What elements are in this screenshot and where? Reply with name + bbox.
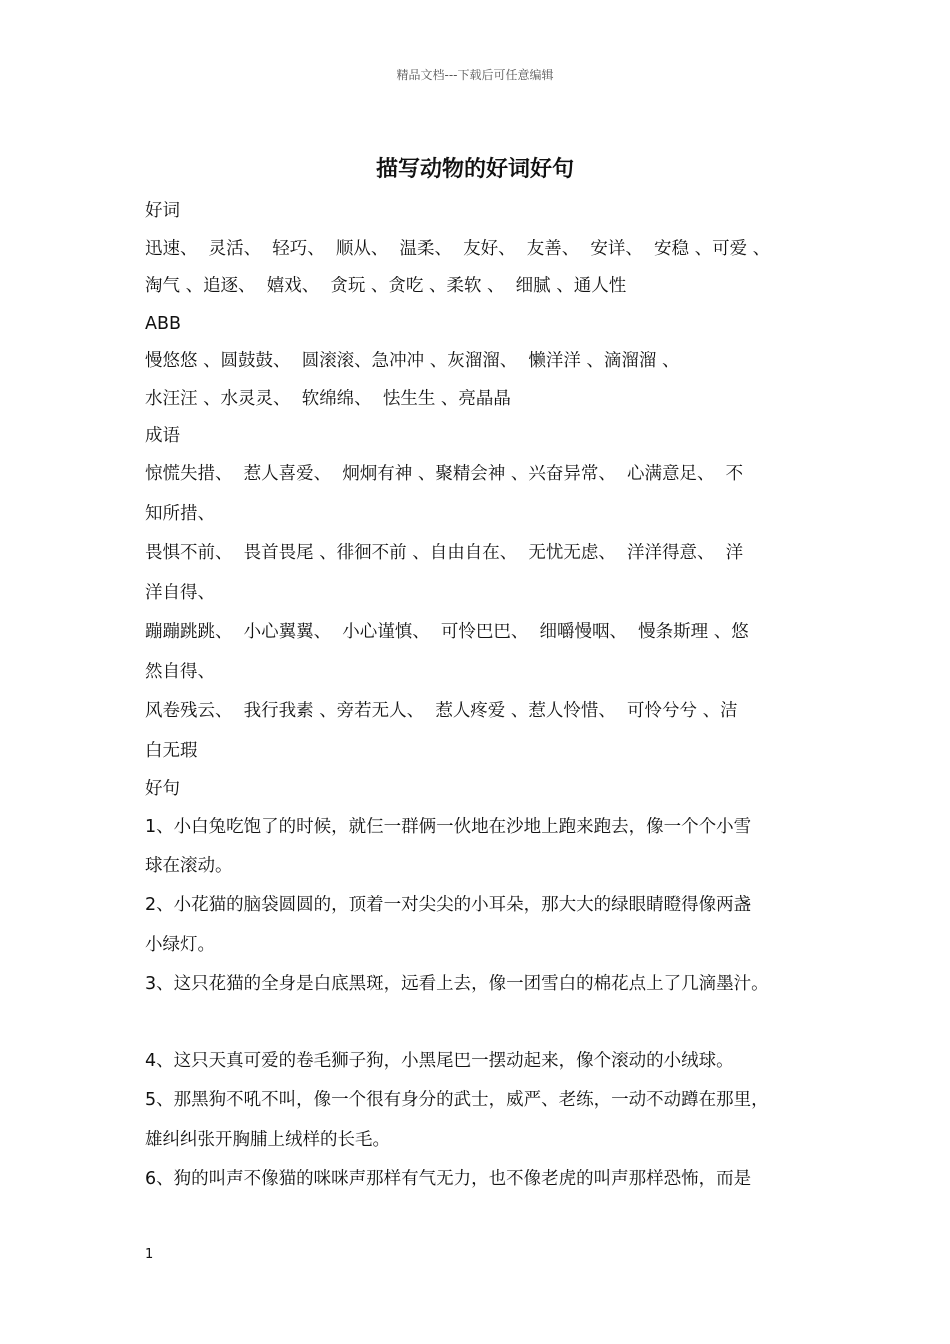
text-line: 淘气 、追逐、 嬉戏、 贪玩 、贪吃 、柔软 、 细腻 、通人性 xyxy=(145,276,627,296)
section-heading-good-sentences: 好句 xyxy=(145,779,180,799)
text-line: 1、小白兔吃饱了的时候，就仨一群俩一伙地在沙地上跑来跑去，像一个个小雪 xyxy=(145,817,752,837)
text-line: 雄纠纠张开胸脯上绒样的长毛。 xyxy=(145,1130,390,1150)
text-line: 5、那黑狗不吼不叫，像一个很有身分的武士，威严、老练，一动不动蹲在那里， xyxy=(145,1090,769,1110)
text-line: 白无瑕 xyxy=(145,741,198,761)
text-line: 风卷残云、 我行我素 、旁若无人、 惹人疼爱 、惹人怜惜、 可怜兮兮 、洁 xyxy=(145,701,738,721)
text-line: 2、小花猫的脑袋圆圆的，顶着一对尖尖的小耳朵，那大大的绿眼睛瞪得像两盏 xyxy=(145,895,752,915)
text-line: 迅速、 灵活、 轻巧、 顺从、 温柔、 友好、 友善、 安详、 安稳 、可爱 、 xyxy=(145,239,771,259)
section-heading-abb: ABB xyxy=(145,314,181,334)
text-line: 畏惧不前、 畏首畏尾 、徘徊不前 、自由自在、 无忧无虑、 洋洋得意、 洋 xyxy=(145,543,744,563)
text-line: 惊慌失措、 惹人喜爱、 炯炯有神 、聚精会神 、兴奋异常、 心满意足、 不 xyxy=(145,464,744,484)
text-line: 4、这只天真可爱的卷毛狮子狗，小黑尾巴一摆动起来，像个滚动的小绒球。 xyxy=(145,1051,734,1071)
text-line: 球在滚动。 xyxy=(145,856,233,876)
text-line: 然自得、 xyxy=(145,662,215,682)
document-title: 描写动物的好词好句 xyxy=(375,156,574,182)
text-line: 蹦蹦跳跳、 小心翼翼、 小心谨慎、 可怜巴巴、 细嚼慢咽、 慢条斯理 、悠 xyxy=(145,622,749,642)
section-heading-idioms: 成语 xyxy=(145,426,180,446)
text-line: 慢悠悠 、圆鼓鼓、 圆滚滚、急冲冲 、灰溜溜、 懒洋洋 、滴溜溜 、 xyxy=(145,351,680,371)
page-number: 1 xyxy=(145,1247,154,1262)
page-header-note: 精品文档---下载后可任意编辑 xyxy=(396,68,554,82)
text-line: 3、这只花猫的全身是白底黑斑，远看上去，像一团雪白的棉花点上了几滴墨汁。 xyxy=(145,974,769,994)
text-line: 知所措、 xyxy=(145,504,215,524)
text-line: 水汪汪 、水灵灵、 软绵绵、 怯生生 、亮晶晶 xyxy=(145,389,511,409)
text-line: 洋自得、 xyxy=(145,583,215,603)
text-line: 6、狗的叫声不像猫的咪咪声那样有气无力，也不像老虎的叫声那样恐怖，而是 xyxy=(145,1169,752,1189)
text-line: 小绿灯。 xyxy=(145,935,215,955)
section-heading-good-words: 好词 xyxy=(145,201,180,221)
